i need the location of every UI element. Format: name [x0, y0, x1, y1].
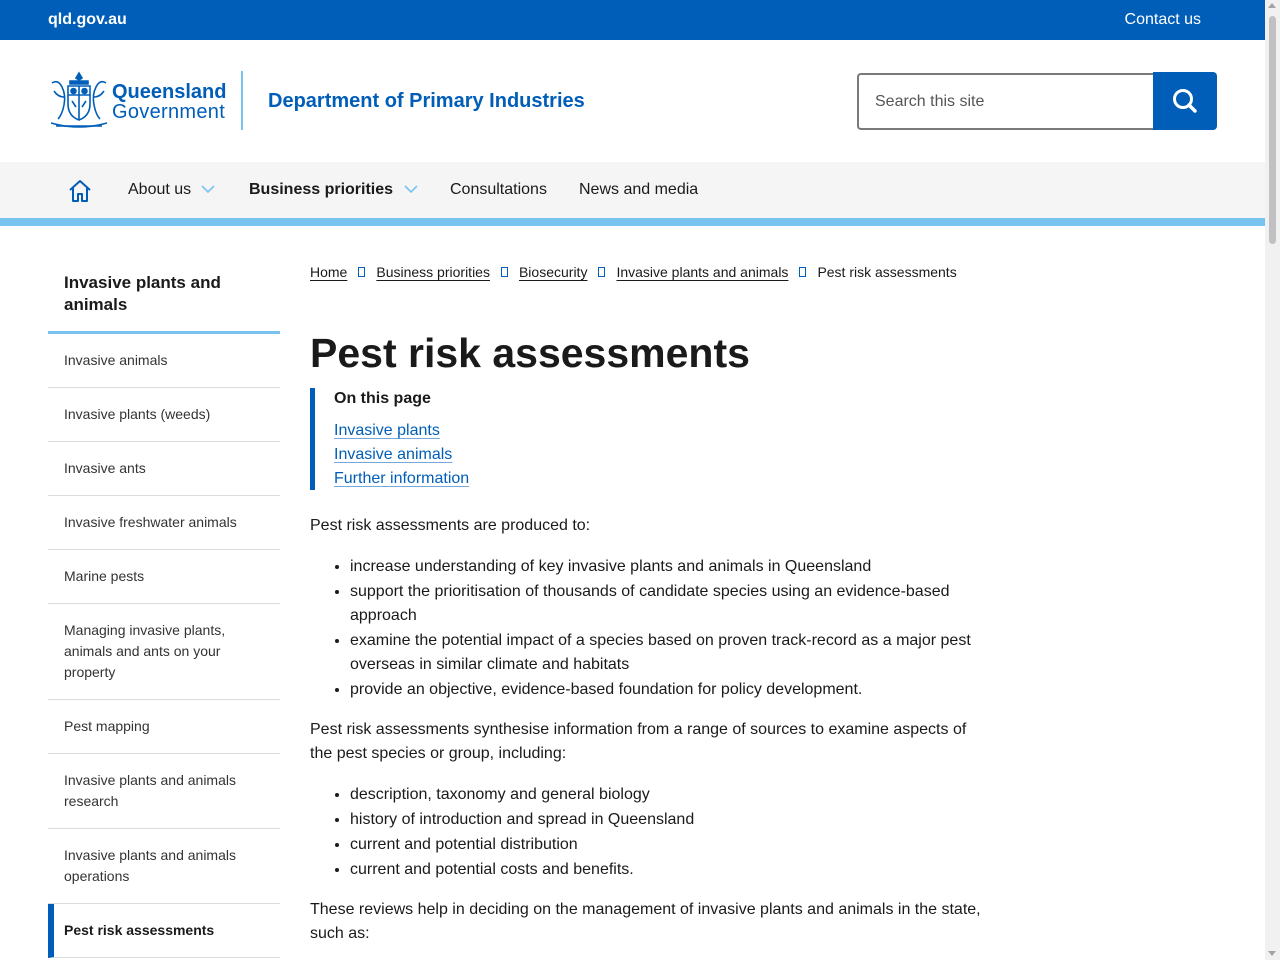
nav-item-business-priorities[interactable]: Business priorities: [249, 181, 394, 198]
synthesis-paragraph: Pest risk assessments synthesise information from a range of sources to examine aspects of the pest species or group, including:: [310, 721, 967, 762]
top-bar: [0, 0, 1265, 40]
breadcrumb-separator-icon: [598, 267, 605, 277]
nav-item-consultations[interactable]: Consultations: [450, 181, 547, 198]
list-item: • increase understanding of key invasive plants and animals in Queensland: [350, 554, 990, 579]
sidebar-item-pest-mapping[interactable]: Pest mapping: [48, 700, 280, 754]
list-item: • support the prioritisation of thousands of candidate species using an evidence-based approach: [350, 579, 990, 628]
sidebar-item-invasive-ants[interactable]: Invasive ants: [48, 442, 280, 496]
aspects-list: [334, 782, 990, 882]
breadcrumb-home[interactable]: Home: [310, 264, 348, 280]
sidebar-item-research[interactable]: Invasive plants and animals research: [48, 754, 280, 829]
qld-gov-link[interactable]: qld.gov.au: [48, 11, 127, 28]
breadcrumb-separator-icon: [358, 267, 365, 277]
nav-item-news-and-media[interactable]: News and media: [579, 181, 699, 198]
sidebar-item-invasive-plants[interactable]: Invasive plants (weeds): [48, 388, 280, 442]
on-this-page-heading: On this page: [334, 390, 431, 407]
breadcrumb-current: Pest risk assessments: [817, 264, 957, 280]
page-title: Pest risk assessments: [310, 330, 750, 376]
list-item: • description, taxonomy and general biology: [350, 782, 990, 807]
breadcrumb-separator-icon: [501, 267, 508, 277]
chevron-down-icon: [404, 185, 418, 194]
site-header: [0, 40, 1265, 162]
queensland-crest-logo-icon[interactable]: [48, 71, 110, 129]
purpose-list: [334, 554, 990, 702]
header-divider: [241, 71, 243, 130]
queensland-government-wordmark[interactable]: [112, 82, 226, 122]
list-item: • history of introduction and spread in Queensland: [350, 807, 990, 832]
intro-paragraph: Pest risk assessments are produced to:: [310, 517, 591, 534]
search-button[interactable]: [1153, 72, 1217, 130]
scrollbar-thumb[interactable]: [1269, 16, 1276, 244]
on-this-page: [310, 388, 469, 490]
sidebar-item-invasive-freshwater-animals[interactable]: Invasive freshwater animals: [48, 496, 280, 550]
section-sidebar: [48, 258, 280, 958]
nav-accent-stripe: [0, 218, 1265, 226]
list-item: • examine the potential impact of a species based on proven track-record as a major pest overseas in similar climate and habitats: [350, 628, 990, 677]
scroll-down-arrow-icon[interactable]: [1268, 951, 1276, 956]
list-item: • provide an objective, evidence-based foundation for policy development.: [350, 677, 990, 702]
search-input[interactable]: [859, 75, 1154, 128]
page-content: [310, 514, 990, 960]
search-icon: [1153, 72, 1217, 130]
sidebar-item-operations[interactable]: Invasive plants and animals operations: [48, 829, 280, 904]
sidebar-title[interactable]: Invasive plants and animals: [48, 258, 280, 334]
breadcrumb: [310, 264, 957, 280]
main-navigation-items: [0, 162, 1265, 218]
breadcrumb-biosecurity[interactable]: Biosecurity: [518, 264, 588, 280]
reviews-paragraph: These reviews help in deciding on the management of invasive plants and animals in the state, such as:: [310, 901, 981, 942]
chevron-down-icon: [201, 185, 215, 194]
on-this-page-link-invasive-plants[interactable]: Invasive plants: [334, 422, 440, 439]
sidebar-item-pest-risk-assessments[interactable]: Pest risk assessments: [48, 904, 280, 958]
breadcrumb-separator-icon: [799, 267, 806, 277]
on-this-page-link-invasive-animals[interactable]: Invasive animals: [334, 446, 453, 463]
logo-line-1: Queensland: [112, 81, 227, 103]
on-this-page-link-further-information[interactable]: Further information: [334, 470, 470, 487]
home-icon[interactable]: [66, 178, 94, 204]
scroll-up-arrow-icon[interactable]: [1268, 3, 1276, 8]
list-item: • current and potential distribution: [350, 832, 990, 857]
logo-line-2: Government: [112, 101, 226, 123]
department-name-link[interactable]: Department of Primary Industries: [268, 90, 585, 112]
breadcrumb-invasive-plants-animals[interactable]: Invasive plants and animals: [616, 264, 789, 280]
sidebar-item-marine-pests[interactable]: Marine pests: [48, 550, 280, 604]
sidebar-item-invasive-animals[interactable]: Invasive animals: [48, 334, 280, 388]
page-scrollbar[interactable]: [1265, 0, 1280, 960]
search-field-wrapper: [857, 73, 1154, 130]
nav-item-about-us[interactable]: About us: [128, 181, 192, 198]
list-item: • current and potential costs and benefits.: [350, 857, 990, 882]
breadcrumb-business-priorities[interactable]: Business priorities: [376, 264, 490, 280]
contact-us-link[interactable]: Contact us: [1124, 11, 1201, 28]
sidebar-item-managing-invasive[interactable]: Managing invasive plants, animals and ants on your property: [48, 604, 280, 700]
